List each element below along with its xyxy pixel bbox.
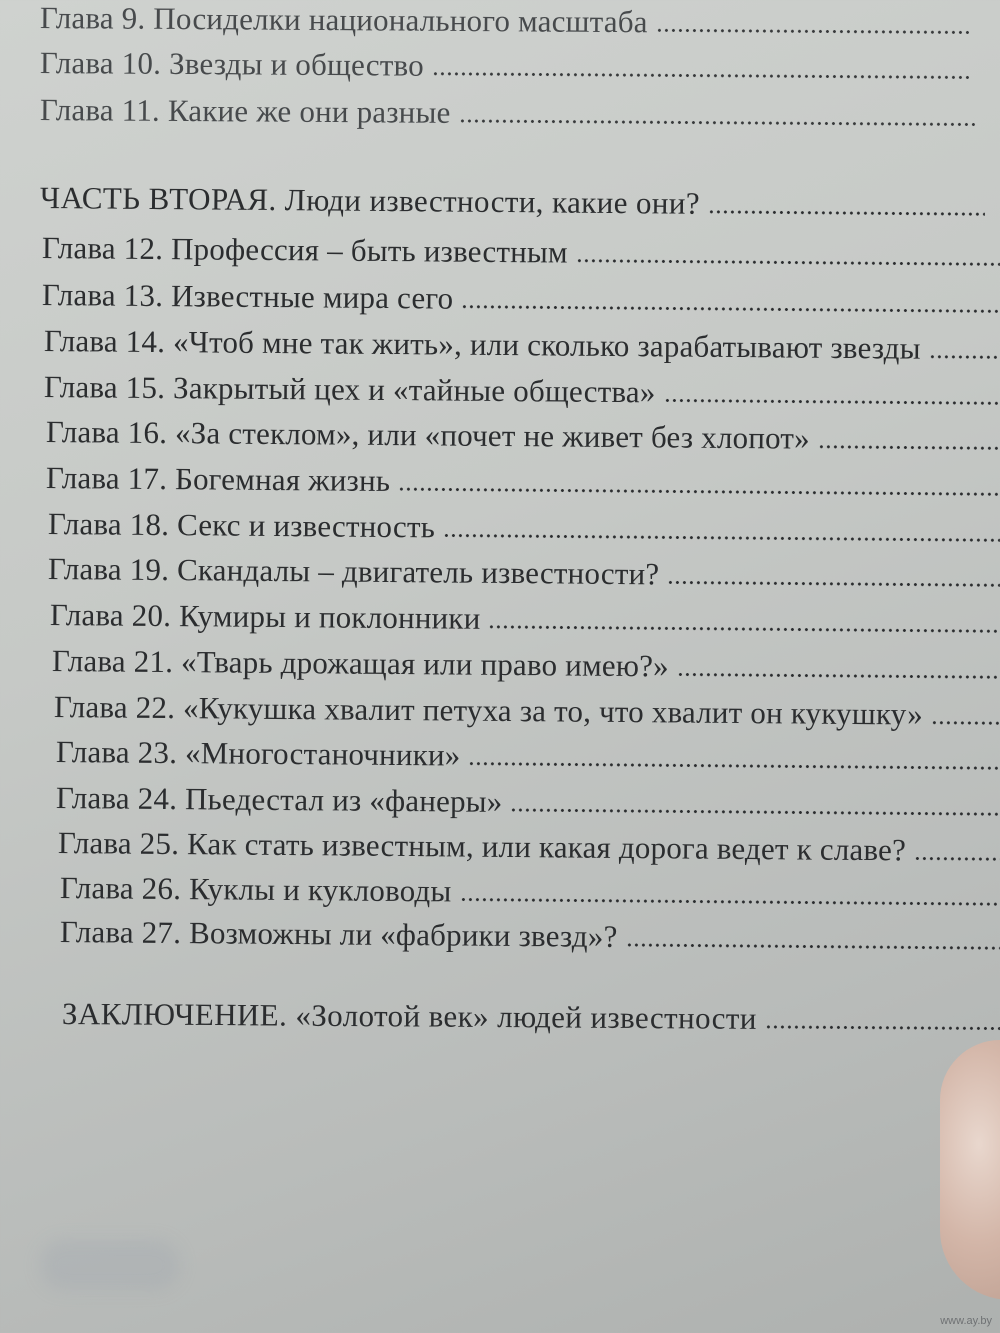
- toc-entry: [40, 45, 972, 88]
- leader-dots: [468, 762, 1000, 771]
- toc-entry: [44, 369, 1000, 413]
- toc-entry-label: Глава 27. Возможны ли «фабрики звезд»?: [59, 914, 618, 954]
- leader-dots: [929, 355, 1000, 360]
- toc-entry-label: Глава 25. Как стать известным, или какая дорога ведет к славе?: [57, 825, 907, 868]
- toc-entry-label: Глава 14. «Чтоб мне так жить», или сколько зарабатывают звезды: [43, 323, 921, 366]
- toc-entry-label: Глава 23. «Многостаночники»: [55, 734, 461, 773]
- toc-entry: [42, 230, 1000, 274]
- part-heading-label: ЧАСТЬ ВТОРАЯ. Люди известности, какие они?: [39, 180, 701, 221]
- toc-entry: [40, 0, 970, 42]
- toc-entry: [60, 914, 1000, 958]
- page-smudge: [40, 1240, 180, 1290]
- toc-entry: [40, 92, 975, 135]
- leader-dots: [510, 808, 1000, 816]
- toc-entry: [52, 643, 1000, 687]
- toc-entry-label: Глава 22. «Кукушка хвалит петуха за то, что хвалит он кукушку»: [53, 689, 924, 732]
- leader-dots: [818, 445, 1000, 451]
- leader-dots: [488, 625, 1000, 633]
- toc-entry-label: Глава 13. Известные мира сего: [41, 277, 454, 316]
- toc-entry: [50, 597, 1000, 641]
- toc-entry-label: Глава 17. Богемная жизнь: [45, 460, 391, 499]
- leader-dots: [432, 72, 972, 80]
- toc-entry: [42, 277, 1000, 321]
- leader-dots: [458, 119, 974, 127]
- toc-entry: [60, 870, 1000, 914]
- toc-entry-label: Глава 26. Куклы и кукловоды: [59, 870, 452, 909]
- toc-entry-label: Глава 11. Какие же они разные: [39, 92, 451, 130]
- leader-dots: [914, 856, 1000, 861]
- leader-dots: [708, 210, 985, 216]
- leader-dots: [667, 580, 1000, 587]
- conclusion-heading: [62, 996, 1000, 1039]
- thumb-shadow: [940, 1040, 1000, 1300]
- toc-entry: [56, 734, 1000, 778]
- toc-entry-label: Глава 20. Кумиры и поклонники: [49, 597, 481, 636]
- conclusion-label: ЗАКЛЮЧЕНИЕ. «Золотой век» людей известности: [61, 996, 757, 1036]
- toc-entry-label: Глава 21. «Тварь дрожащая или право имею?»: [51, 643, 669, 684]
- toc-entry-label: Глава 19. Скандалы – двигатель известности?: [47, 551, 660, 592]
- toc-entry-label: Глава 15. Закрытый цех и «тайные общества»: [43, 369, 656, 410]
- toc-entry-label: Глава 12. Профессия – быть известным: [41, 230, 568, 270]
- watermark: www.ay.by: [940, 1315, 992, 1327]
- leader-dots: [663, 398, 999, 405]
- toc-entry-label: Глава 9. Посиделки национального масштаба: [39, 0, 648, 40]
- toc-entry: [44, 323, 1000, 367]
- toc-entry: [48, 506, 1000, 550]
- toc-entry-label: Глава 10. Звезды и общество: [39, 45, 424, 83]
- toc-entry-label: Глава 24. Пьедестал из «фанеры»: [55, 780, 503, 819]
- toc-entry-label: Глава 16. «За стеклом», или «почет не живет без хлопот»: [45, 414, 811, 456]
- leader-dots: [931, 721, 1000, 726]
- leader-dots: [625, 943, 999, 950]
- leader-dots: [459, 897, 999, 906]
- leader-dots: [677, 672, 1000, 679]
- toc-entry: [58, 825, 1000, 869]
- leader-dots: [576, 259, 1000, 267]
- leader-dots: [443, 533, 1000, 542]
- toc-entry-label: Глава 18. Секс и известность: [47, 506, 436, 545]
- leader-dots: [765, 1025, 1000, 1031]
- toc-entry: [46, 414, 1000, 458]
- toc-entry: [48, 551, 1000, 595]
- leader-dots: [461, 305, 1000, 314]
- toc-entry: [54, 689, 1000, 733]
- toc-entry: [56, 780, 1000, 824]
- part-heading: [40, 180, 985, 224]
- leader-dots: [398, 487, 1000, 496]
- leader-dots: [656, 28, 970, 34]
- toc-entry: [46, 460, 1000, 504]
